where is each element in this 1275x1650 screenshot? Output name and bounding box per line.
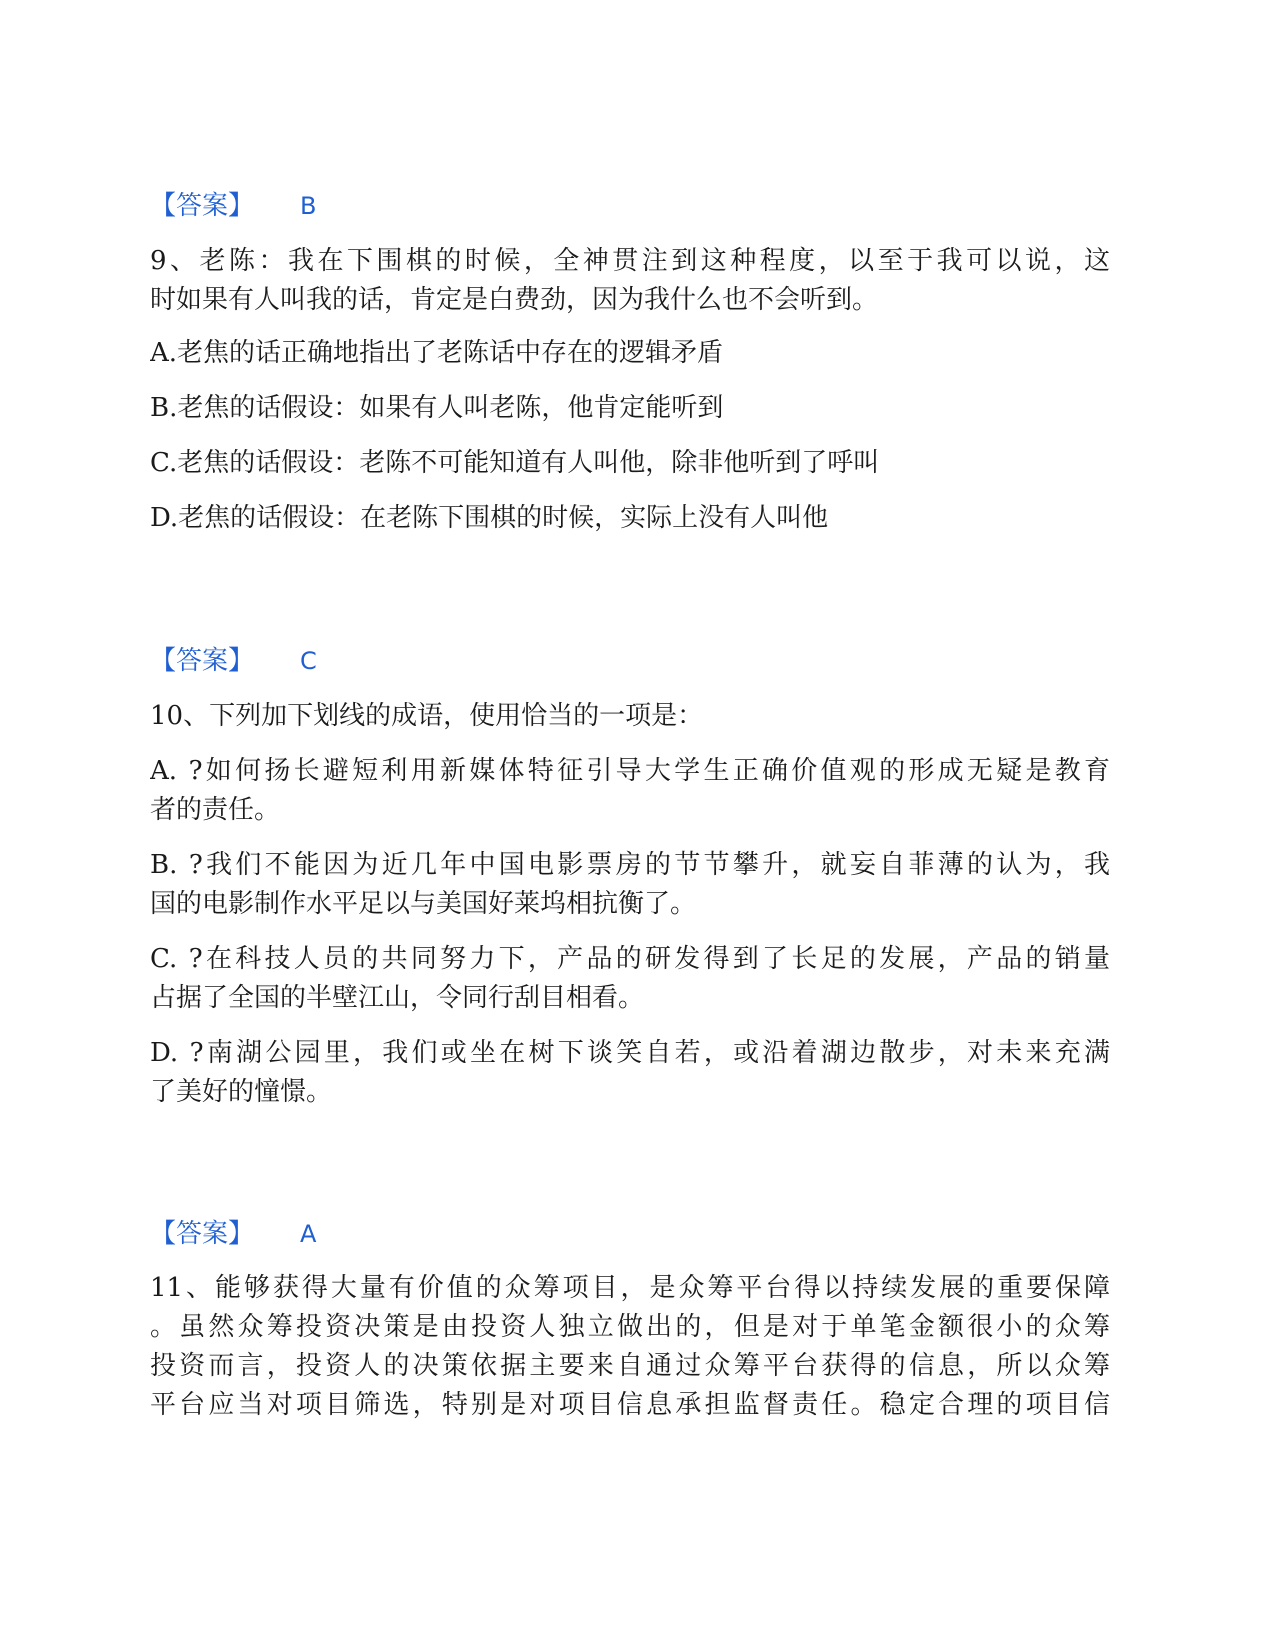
question-9-option-a: A.老焦的话正确地指出了老陈话中存在的逻辑矛盾 (150, 338, 724, 368)
question-10-option-d-line-1: D. ?南湖公园里，我们或坐在树下谈笑自若，或沿着湖边散步，对未来充满 (150, 1038, 1110, 1068)
question-10-option-b-line-1: B. ?我们不能因为近几年中国电影票房的节节攀升，就妄自菲薄的认为，我 (150, 850, 1110, 880)
question-9-line-1: 9、老陈：我在下围棋的时候，全神贯注到这种程度，以至于我可以说，这 (150, 246, 1110, 276)
question-11-line-4: 平台应当对项目筛选，特别是对项目信息承担监督责任。稳定合理的项目信 (150, 1390, 1110, 1420)
question-10-option-d-line-2: 了美好的憧憬。 (150, 1077, 333, 1107)
question-9-option-c: C.老焦的话假设：老陈不可能知道有人叫他，除非他听到了呼叫 (150, 448, 880, 478)
question-10-option-a-line-2: 者的责任。 (150, 795, 281, 825)
answer-row (150, 641, 1110, 681)
question-11-line-3: 投资而言，投资人的决策依据主要来自通过众筹平台获得的信息，所以众筹 (150, 1351, 1110, 1381)
question-10-option-a-line-1: A. ?如何扬长避短利用新媒体特征引导大学生正确价值观的形成无疑是教育 (150, 756, 1110, 786)
question-9-line-2: 时如果有人叫我的话，肯定是白费劲，因为我什么也不会听到。 (150, 285, 879, 315)
answer-label: 【答案】 (150, 1219, 255, 1249)
question-11-line-1: 11、能够获得大量有价值的众筹项目，是众筹平台得以持续发展的重要保障 (150, 1273, 1110, 1303)
answer-row (150, 1214, 1110, 1254)
question-10-option-c-line-1: C. ?在科技人员的共同努力下，产品的研发得到了长足的发展，产品的销量 (150, 944, 1110, 974)
question-10-option-b-line-2: 国的电影制作水平足以与美国好莱坞相抗衡了。 (150, 889, 697, 919)
answer-row (150, 186, 1110, 226)
answer-value: A (300, 1220, 317, 1248)
answer-label: 【答案】 (150, 646, 255, 676)
answer-value: C (300, 647, 317, 675)
answer-value: B (300, 192, 317, 220)
question-11-line-2: 。虽然众筹投资决策是由投资人独立做出的，但是对于单笔金额很小的众筹 (150, 1312, 1110, 1342)
question-9-option-b: B.老焦的话假设：如果有人叫老陈，他肯定能听到 (150, 393, 724, 423)
question-9-option-d: D.老焦的话假设：在老陈下围棋的时候，实际上没有人叫他 (150, 503, 829, 533)
question-10-line-1: 10、下列加下划线的成语，使用恰当的一项是： (150, 701, 704, 731)
question-10-option-c-line-2: 占据了全国的半壁江山，令同行刮目相看。 (150, 983, 645, 1013)
answer-label: 【答案】 (150, 191, 255, 221)
